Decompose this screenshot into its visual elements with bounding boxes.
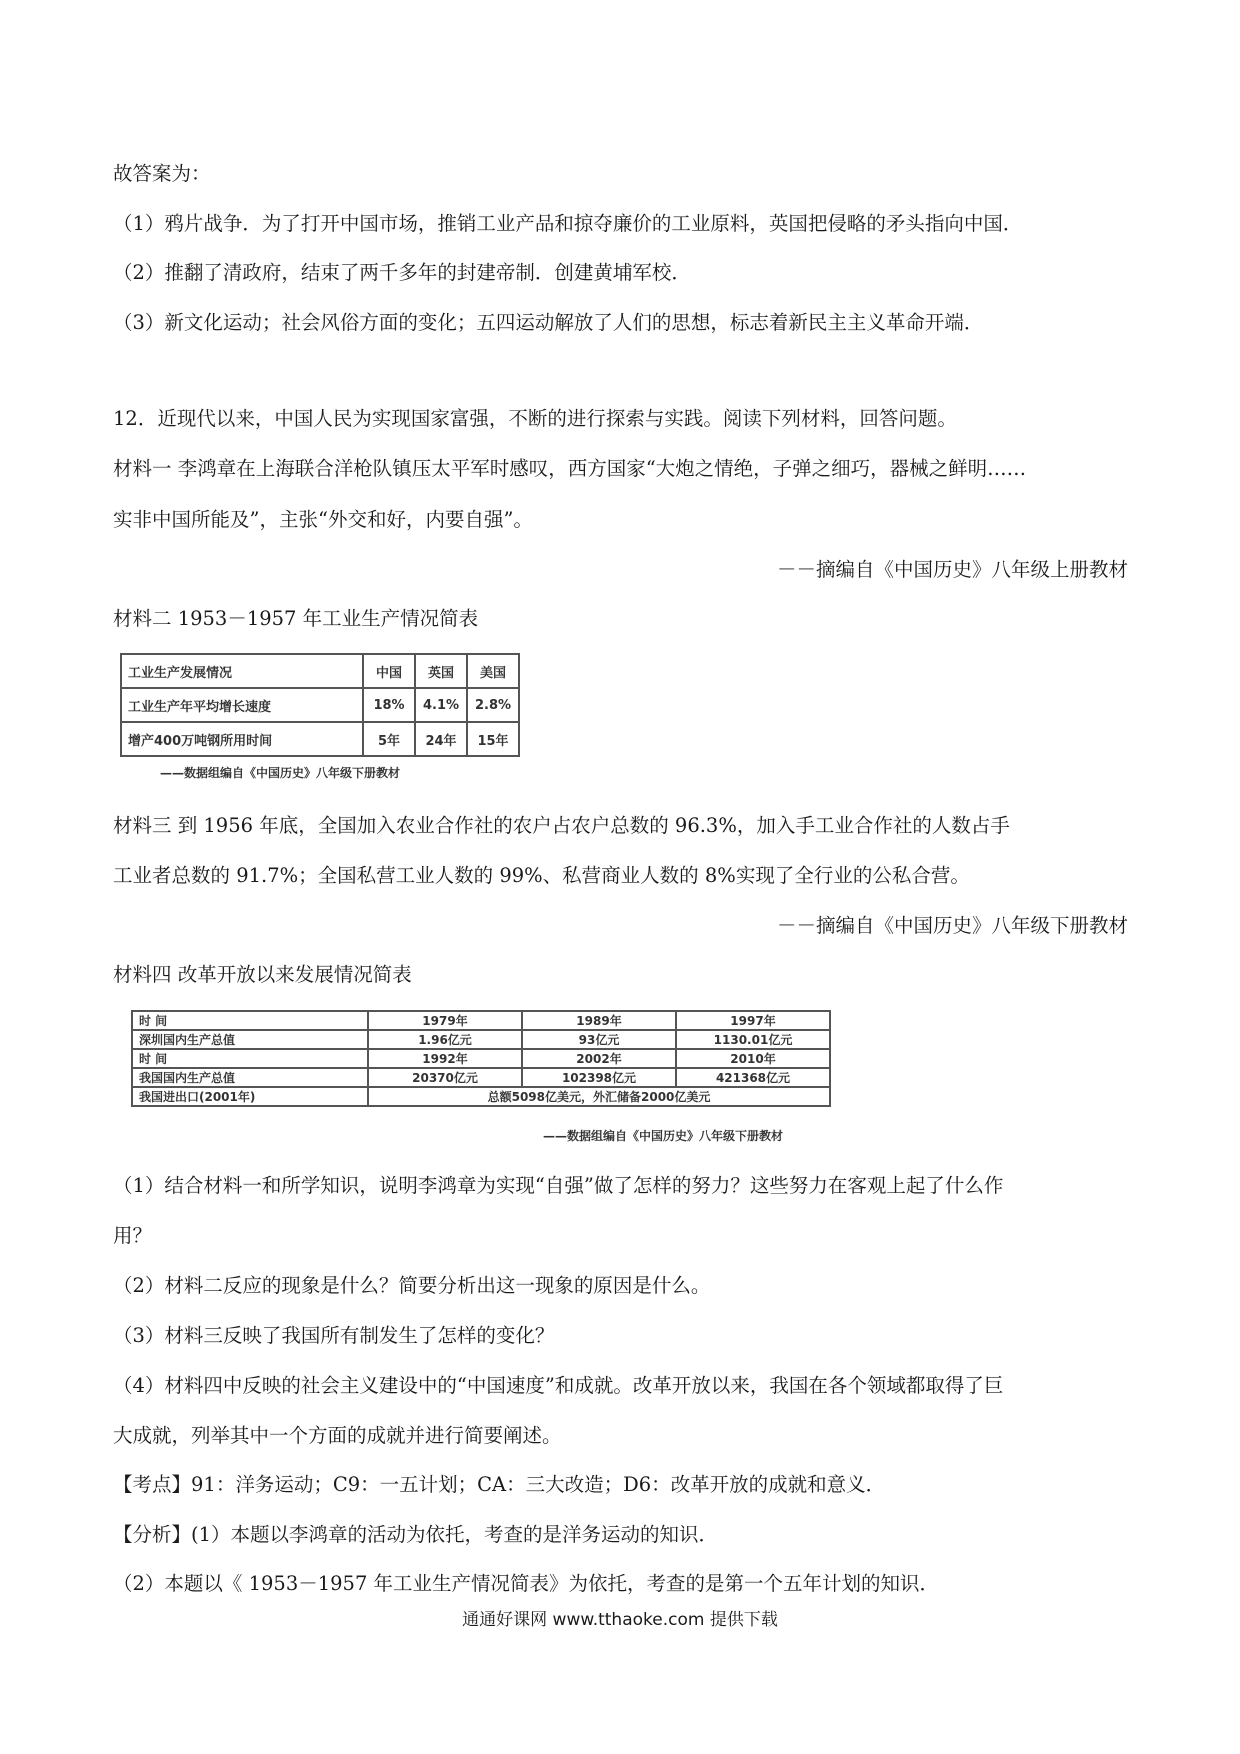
table-cell: 增产400万吨钢所用时间 bbox=[121, 722, 363, 756]
table-cell: 英国 bbox=[415, 654, 467, 688]
table-cell: 102398亿元 bbox=[522, 1068, 676, 1087]
table-cell: 美国 bbox=[467, 654, 519, 688]
material-1-line-1: 材料一 李鸿章在上海联合洋枪队镇压太平军时感叹，西方国家“大炮之情绝，子弹之细巧，器械之鲜明…… bbox=[113, 457, 1027, 480]
material-3-line-1: 材料三 到 1956 年底，全国加入农业合作社的农户占农户总数的 96.3%，加入手工业合作社的人数占手 bbox=[113, 814, 1010, 837]
question-1-line-1: （1）结合材料一和所学知识，说明李鸿章为实现“自强”做了怎样的努力？这些努力在客观上起了什么作 bbox=[113, 1174, 1004, 1197]
page-footer: 通通好课网 www.tthaoke.com 提供下载 bbox=[462, 1610, 778, 1630]
table-cell: 1130.01亿元 bbox=[676, 1030, 830, 1049]
question-4-line-2: 大成就，列举其中一个方面的成就并进行简要阐述。 bbox=[113, 1424, 562, 1447]
table-cell: 我国进出口(2001年) bbox=[132, 1087, 368, 1106]
table-row bbox=[132, 1049, 830, 1068]
table-cell: 1989年 bbox=[522, 1011, 676, 1030]
table-cell: 1992年 bbox=[368, 1049, 522, 1068]
table-caption: ——数据组编自《中国历史》八年级下册教材 bbox=[160, 766, 401, 780]
table-cell: 2002年 bbox=[522, 1049, 676, 1068]
table-row bbox=[121, 654, 519, 688]
question-2: （2）材料二反应的现象是什么？简要分析出这一现象的原因是什么。 bbox=[113, 1274, 711, 1297]
table-cell: 2010年 bbox=[676, 1049, 830, 1068]
table-cell: 1997年 bbox=[676, 1011, 830, 1030]
answer-2: （2）推翻了清政府，结束了两千多年的封建帝制．创建黄埔军校． bbox=[113, 261, 691, 284]
table-cell: 我国国内生产总值 bbox=[132, 1068, 368, 1087]
answer-1: （1）鸦片战争．为了打开中国市场，推销工业产品和掠夺廉价的工业原料，英国把侵略的矛头指向中国． bbox=[113, 212, 1023, 235]
table-cell: 18% bbox=[363, 688, 415, 722]
question-12-stem: 12．近现代以来，中国人民为实现国家富强，不断的进行探索与实践。阅读下列材料，回答问题。 bbox=[113, 407, 957, 430]
table-row bbox=[132, 1068, 830, 1087]
material-2-title: 材料二 1953－1957 年工业生产情况简表 bbox=[113, 607, 479, 630]
table-cell: 时 间 bbox=[132, 1011, 368, 1030]
question-4-line-1: （4）材料四中反映的社会主义建设中的“中国速度”和成就。改革开放以来，我国在各个领域都取得了巨 bbox=[113, 1374, 1004, 1397]
table-cell: 421368亿元 bbox=[676, 1068, 830, 1087]
industrial-production-table bbox=[120, 653, 520, 757]
table-row bbox=[132, 1030, 830, 1049]
table-cell: 20370亿元 bbox=[368, 1068, 522, 1087]
table-cell: 深圳国内生产总值 bbox=[132, 1030, 368, 1049]
table-cell: 1.96亿元 bbox=[368, 1030, 522, 1049]
table-cell: 总额5098亿美元，外汇储备2000亿美元 bbox=[368, 1087, 830, 1106]
table-cell: 4.1% bbox=[415, 688, 467, 722]
material-1-source: －－摘编自《中国历史》八年级上册教材 bbox=[776, 558, 1128, 581]
table-cell: 15年 bbox=[467, 722, 519, 756]
question-3: （3）材料三反映了我国所有制发生了怎样的变化？ bbox=[113, 1324, 555, 1347]
question-1-line-2: 用？ bbox=[113, 1224, 153, 1247]
fenxi-1: 【分析】(1）本题以李鸿章的活动为依托，考查的是洋务运动的知识． bbox=[113, 1523, 719, 1546]
table-cell: 24年 bbox=[415, 722, 467, 756]
reform-development-table bbox=[131, 1010, 831, 1107]
answer-intro: 故答案为： bbox=[113, 162, 211, 185]
table-row bbox=[132, 1087, 830, 1106]
table-cell: 5年 bbox=[363, 722, 415, 756]
kaodian: 【考点】91：洋务运动；C9：一五计划；CA：三大改造；D6：改革开放的成就和意义． bbox=[113, 1473, 886, 1496]
table-caption: ——数据组编自《中国历史》八年级下册教材 bbox=[543, 1129, 784, 1143]
table-row bbox=[121, 688, 519, 722]
table-cell: 工业生产年平均增长速度 bbox=[121, 688, 363, 722]
material-3-line-2: 工业者总数的 91.7%；全国私营工业人数的 99%、私营商业人数的 8%实现了全行业的公私合营。 bbox=[113, 864, 970, 887]
table-row bbox=[132, 1011, 830, 1030]
material-3-source: －－摘编自《中国历史》八年级下册教材 bbox=[776, 914, 1128, 937]
table-cell: 工业生产发展情况 bbox=[121, 654, 363, 688]
table-row bbox=[121, 722, 519, 756]
answer-3: （3）新文化运动；社会风俗方面的变化；五四运动解放了人们的思想，标志着新民主主义革命开端． bbox=[113, 311, 984, 334]
table-cell: 时 间 bbox=[132, 1049, 368, 1068]
table-cell: 中国 bbox=[363, 654, 415, 688]
fenxi-2: （2）本题以《 1953－1957 年工业生产情况简表》为依托，考查的是第一个五年计划的知识． bbox=[113, 1572, 940, 1595]
table-cell: 2.8% bbox=[467, 688, 519, 722]
table-cell: 1979年 bbox=[368, 1011, 522, 1030]
material-4-title: 材料四 改革开放以来发展情况简表 bbox=[113, 963, 412, 986]
table-cell: 93亿元 bbox=[522, 1030, 676, 1049]
material-1-line-2: 实非中国所能及”，主张“外交和好，内要自强”。 bbox=[113, 508, 533, 531]
